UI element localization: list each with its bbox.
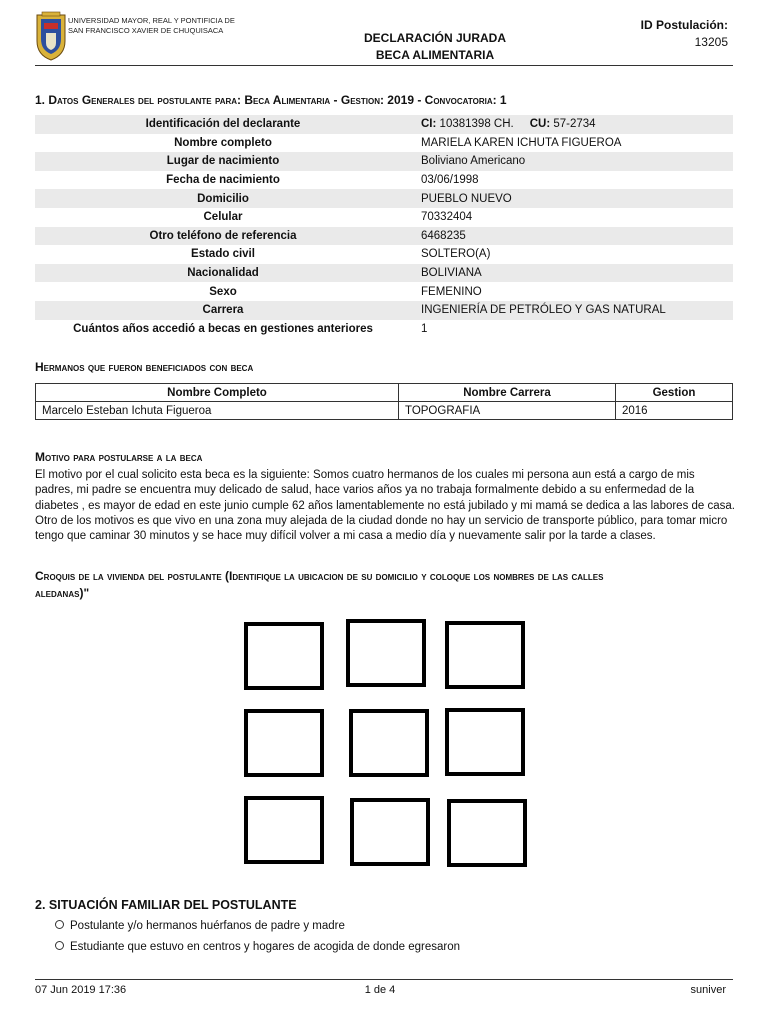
row-value: 03/06/1998 [421,174,479,187]
table-row [35,189,733,208]
university-name-line2: SAN FRANCISCO XAVIER DE CHUQUISACA [68,26,224,35]
footer-user: suniver [690,984,726,996]
table-row [35,282,733,301]
table-row [35,320,733,339]
sibling-career: TOPOGRAFIA [399,402,616,420]
motivo-text: El motivo por el cual solicito esta beca es la siguiente: Somos cuatro hermanos de los cuales mi persona aun está a cargo de mis padres, mi padre se encuentra muy delicado de salud, hace varios años ya no trabaja formalmente debido a su enfermedad de la diabetes , es mayor de edad en este junio cumple 62 años lamentablemente no está jubilado y mi mamá se dedica a las labores de casa. Otro de los motivos es que vivo en una zona muy alejada de la ciudad donde no hay un servicio de transporte público, para tomar micro tengo que caminar 30 minutos y se hace muy difícil volver a mi casa a medio día y nuevamente salir por la tarde a clases. [35,469,736,543]
row-label: Carrera [35,301,411,320]
sketch-block [445,621,525,689]
sketch-block [244,796,324,864]
table-row [35,152,733,171]
croquis-title-line2: aledanas)" [35,586,90,600]
col-header-name: Nombre Completo [36,384,399,402]
document-title [300,30,570,64]
postulation-id-value: 13205 [694,35,728,49]
footer-page: 1 de 4 [364,984,396,996]
sketch-block [447,799,527,867]
cu-label: CU: [529,118,551,131]
row-value: PUEBLO NUEVO [411,189,733,208]
row-label: Domicilio [35,189,411,208]
footer-divider [35,979,733,980]
row-label: Celular [203,211,243,224]
sibling-name: Marcelo Esteban Ichuta Figueroa [36,402,399,420]
ci-value: 10381398 CH. [439,118,514,131]
table-row [35,301,733,320]
cu-value: 57-2734 [553,118,596,131]
siblings-table [35,383,733,420]
table-row [35,115,733,134]
table-row [35,171,733,190]
header-divider [35,65,733,66]
row-label: Nacionalidad [35,264,411,283]
sketch-block [445,708,525,776]
section1-title: 1. Datos Generales del postulante para: Beca Alimentaria - Gestion: 2019 - Convocatoria: 1 [35,93,507,107]
row-value: INGENIERÍA DE PETRÓLEO Y GAS NATURAL [411,301,733,320]
row-value: 70332404 [421,211,473,224]
section2-title: 2. SITUACIÓN FAMILIAR DEL POSTULANTE [35,898,297,912]
row-value: 1 [421,322,428,335]
siblings-title: Hermanos que fueron beneficiados con beca [35,360,254,374]
row-value: BOLIVIANA [411,264,733,283]
row-label: Fecha de nacimiento [166,174,280,187]
table-row [35,227,733,246]
motivo-title: Motivo para postularse a la beca [35,450,203,464]
row-value: 6468235 [411,227,733,246]
university-seal-logo [34,11,68,61]
sibling-gestion: 2016 [616,402,733,420]
row-label: Cuántos años accedió a becas en gestiones anteriores [73,322,373,335]
radio-circle-icon[interactable] [55,920,64,929]
table-row [35,134,733,153]
row-value [411,115,733,134]
row-label: Sexo [209,285,237,298]
croquis-title [35,568,735,602]
postulation-id-label: ID Postulación: [640,18,728,32]
general-data-table [35,115,733,338]
table-row [36,402,733,420]
row-label: Identificación del declarante [35,115,411,134]
document-title-line2: BECA ALIMENTARIA [375,48,495,62]
option-orphans[interactable] [55,920,345,932]
row-value: MARIELA KAREN ICHUTA FIGUEROA [421,136,622,149]
table-row [35,208,733,227]
row-value: SOLTERO(A) [421,248,491,261]
row-value: Boliviano Americano [411,152,733,171]
row-value: FEMENINO [421,285,482,298]
row-label: Nombre completo [174,136,272,149]
row-label: Lugar de nacimiento [35,152,411,171]
sketch-block [350,798,430,866]
table-row [35,264,733,283]
option-foster-homes[interactable] [55,941,460,953]
document-title-line1: DECLARACIÓN JURADA [363,31,506,45]
option-label: Estudiante que estuvo en centros y hogares de acogida de donde egresaron [70,941,461,953]
col-header-career: Nombre Carrera [399,384,616,402]
row-label: Estado civil [191,248,255,261]
sketch-block [244,709,324,777]
ci-label: CI: [421,118,437,131]
row-label: Otro teléfono de referencia [35,227,411,246]
university-name [68,16,235,36]
col-header-gestion: Gestion [616,384,733,402]
postulation-id [641,17,728,51]
table-row [35,245,733,264]
croquis-title-line1: Croquis de la vivienda del postulante (Identifique la ubicacion de su domicilio y coloque los nombres de las calles [35,569,604,583]
sketch-block [244,622,324,690]
sketch-block [349,709,429,777]
footer-datetime: 07 Jun 2019 17:36 [35,984,127,996]
sketch-block [346,619,426,687]
table-header-row [36,384,733,402]
option-label: Postulante y/o hermanos huérfanos de padre y madre [70,920,345,932]
radio-circle-icon[interactable] [55,941,64,950]
university-name-line1: UNIVERSIDAD MAYOR, REAL Y PONTIFICIA DE [68,16,235,25]
